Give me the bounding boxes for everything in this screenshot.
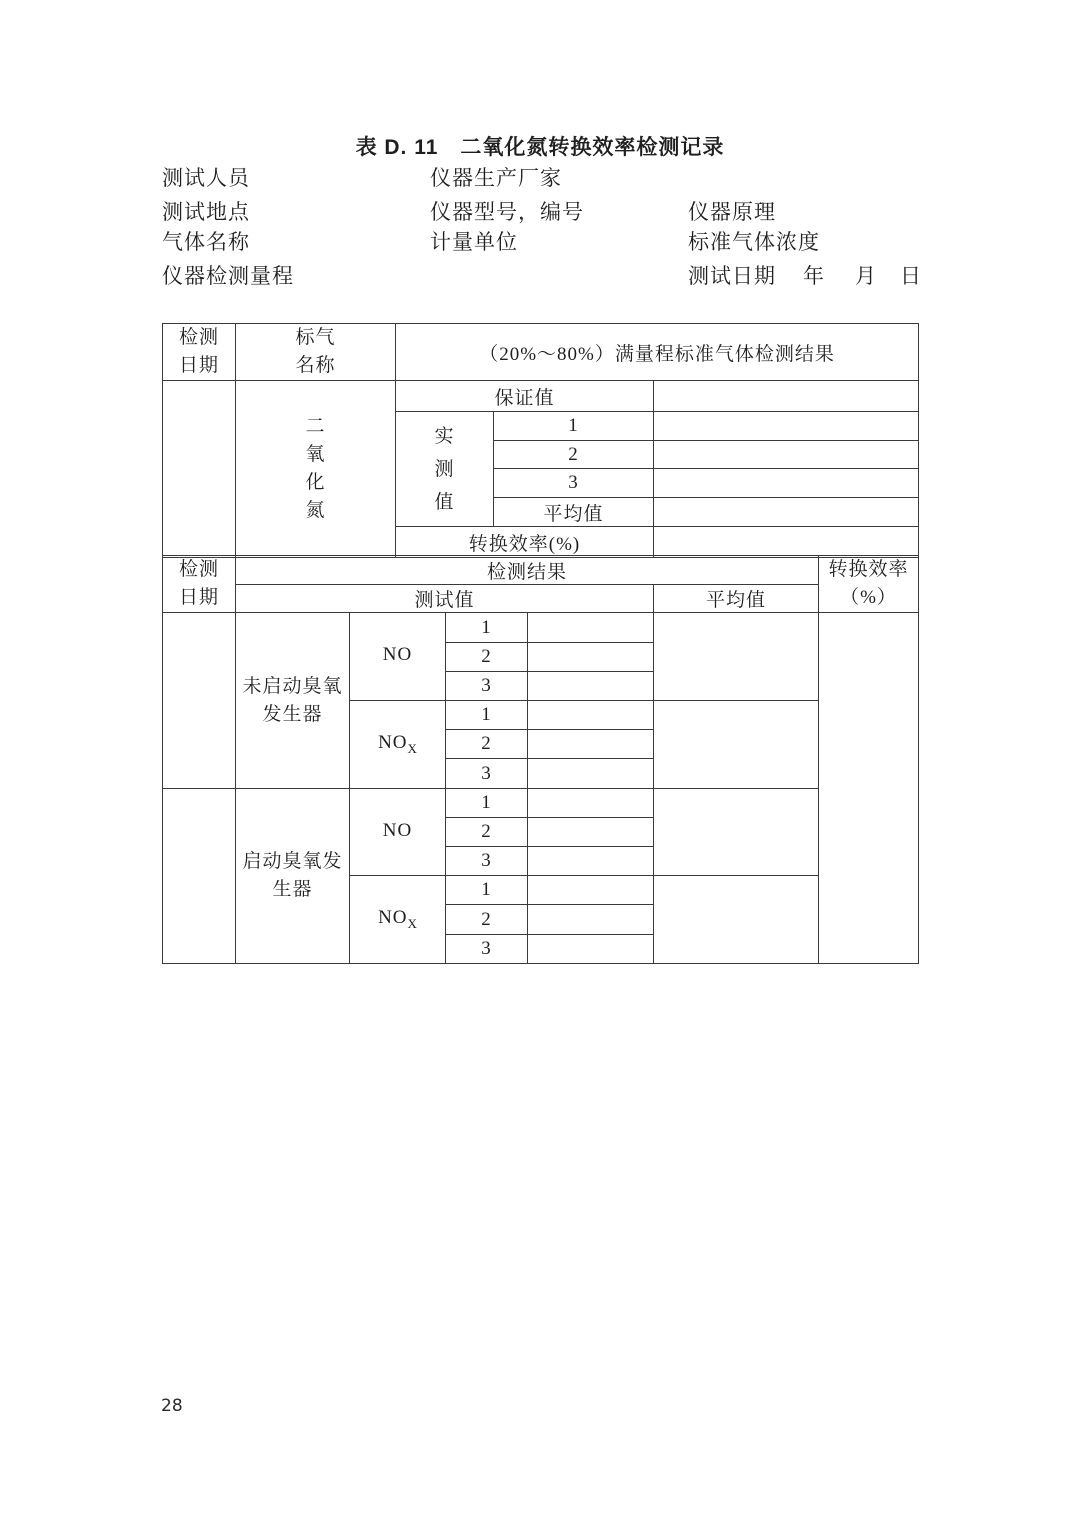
t1-gas-char: 二: [305, 416, 326, 437]
field-instrument-model: 仪器型号，编号: [430, 200, 584, 224]
t1-efficiency-value-cell: [654, 527, 919, 558]
t1-date-header-line2: 日期: [178, 355, 219, 376]
t1-measured-char: 测: [434, 458, 455, 480]
t1-date-cell: [163, 381, 236, 558]
field-instrument-range: 仪器检测量程: [162, 264, 294, 288]
trial-number-cell: 2: [446, 817, 528, 846]
t1-efficiency-label: 转换效率(%): [396, 527, 654, 558]
t1-date-header-line1: 检测: [178, 327, 219, 348]
measurement-value-cell: [528, 817, 654, 846]
trial-number-cell: 3: [446, 847, 528, 876]
t2-b2-nox-label: $NO_X$: [350, 876, 446, 964]
trial-number-cell: 1: [446, 613, 528, 642]
t1-span-header: （20%～80%）满量程标准气体检测结果: [396, 324, 919, 381]
trial-number-cell: 1: [446, 788, 528, 817]
t1-stdgas-header-line2: 名称: [295, 355, 336, 376]
t2-b1-no-label: NO: [350, 613, 446, 701]
t1-stdgas-header-line1: 标气: [295, 327, 336, 348]
field-instrument-manufacturer: 仪器生产厂家: [430, 166, 562, 190]
trial-number-cell: 3: [446, 759, 528, 788]
trial-number-cell: 3: [446, 934, 528, 963]
trial-number-cell: 3: [446, 671, 528, 700]
measurement-value-cell: [528, 847, 654, 876]
average-value-cell: [654, 876, 819, 964]
t1-trial-2-label: 2: [494, 441, 654, 469]
t2-date-cell-block1: [163, 613, 236, 788]
measurement-value-cell: [528, 876, 654, 905]
t1-gas-char: 氧: [305, 444, 326, 465]
t1-trial-1-value-cell: [654, 412, 919, 441]
t1-average-label: 平均值: [494, 498, 654, 527]
t2-average-header: 平均值: [654, 585, 819, 613]
measurement-value-cell: [528, 613, 654, 642]
measurement-value-cell: [528, 701, 654, 730]
t1-trial-2-value-cell: [654, 441, 919, 469]
measurement-value-cell: [528, 934, 654, 963]
t1-date-header: [163, 324, 236, 381]
conversion-efficiency-table: [162, 555, 919, 964]
t1-gas-char: 氮: [305, 500, 326, 521]
t1-measured-char: 值: [434, 491, 455, 513]
average-value-cell: [654, 788, 819, 876]
t2-date-cell-block2: [163, 788, 236, 963]
t2-date-header-line2: 日期: [178, 587, 219, 609]
field-day: 日: [900, 264, 922, 288]
t2-generator-on-label: [236, 788, 350, 963]
page-number: 28: [161, 1396, 183, 1416]
t2-b1-nox-label: $NO_X$: [350, 701, 446, 789]
efficiency-value-cell: [819, 613, 919, 964]
t1-guarantee-value-cell: [654, 381, 919, 412]
trial-number-cell: 2: [446, 642, 528, 671]
t1-trial-3-label: 3: [494, 469, 654, 498]
field-test-date: 测试日期: [688, 264, 776, 288]
t1-measured-label: [396, 412, 494, 527]
average-value-cell: [654, 701, 819, 789]
field-year: 年: [803, 264, 825, 288]
t2-efficiency-header-line2: （%）: [840, 587, 897, 609]
measurement-value-cell: [528, 671, 654, 700]
t2-generator-on-line2: 生器: [272, 878, 313, 900]
t1-trial-3-value-cell: [654, 469, 919, 498]
field-measurement-unit: 计量单位: [430, 230, 518, 254]
t2-efficiency-header: [819, 556, 919, 613]
t2-date-header: [163, 556, 236, 613]
t1-gas-char: 化: [305, 472, 326, 493]
t2-result-header: 检测结果: [236, 556, 819, 585]
field-month: 月: [855, 264, 877, 288]
measurement-value-cell: [528, 642, 654, 671]
t2-date-header-line1: 检测: [178, 559, 219, 581]
full-scale-gas-table: [162, 323, 919, 558]
t2-generator-on-line1: 启动臭氧发: [242, 850, 343, 872]
t1-stdgas-header: [236, 324, 396, 381]
t2-b2-no-label: NO: [350, 788, 446, 876]
trial-number-cell: 2: [446, 905, 528, 934]
measurement-value-cell: [528, 759, 654, 788]
t2-efficiency-header-line1: 转换效率: [828, 559, 909, 581]
trial-number-cell: 1: [446, 701, 528, 730]
trial-number-cell: 1: [446, 876, 528, 905]
t2-generator-off-label: [236, 613, 350, 788]
t2-generator-off-line2: 发生器: [262, 703, 323, 725]
measurement-value-cell: [528, 788, 654, 817]
t2-generator-off-line1: 未启动臭氧: [242, 675, 343, 697]
field-gas-name: 气体名称: [162, 230, 250, 254]
average-value-cell: [654, 613, 819, 701]
t1-trial-1-label: 1: [494, 412, 654, 441]
field-instrument-principle: 仪器原理: [688, 200, 776, 224]
t1-average-value-cell: [654, 498, 919, 527]
t1-gas-name-cell: [236, 381, 396, 558]
field-test-personnel: 测试人员: [162, 166, 250, 190]
field-test-location: 测试地点: [162, 200, 250, 224]
t1-guarantee-label: 保证值: [396, 381, 654, 412]
measurement-value-cell: [528, 730, 654, 759]
t2-test-value-header: 测试值: [236, 585, 654, 613]
measurement-value-cell: [528, 905, 654, 934]
trial-number-cell: 2: [446, 730, 528, 759]
table-title: 表 D. 11 二氧化氮转换效率检测记录: [355, 136, 725, 159]
t1-measured-char: 实: [434, 425, 455, 447]
field-standard-gas-concentration: 标准气体浓度: [688, 230, 820, 254]
